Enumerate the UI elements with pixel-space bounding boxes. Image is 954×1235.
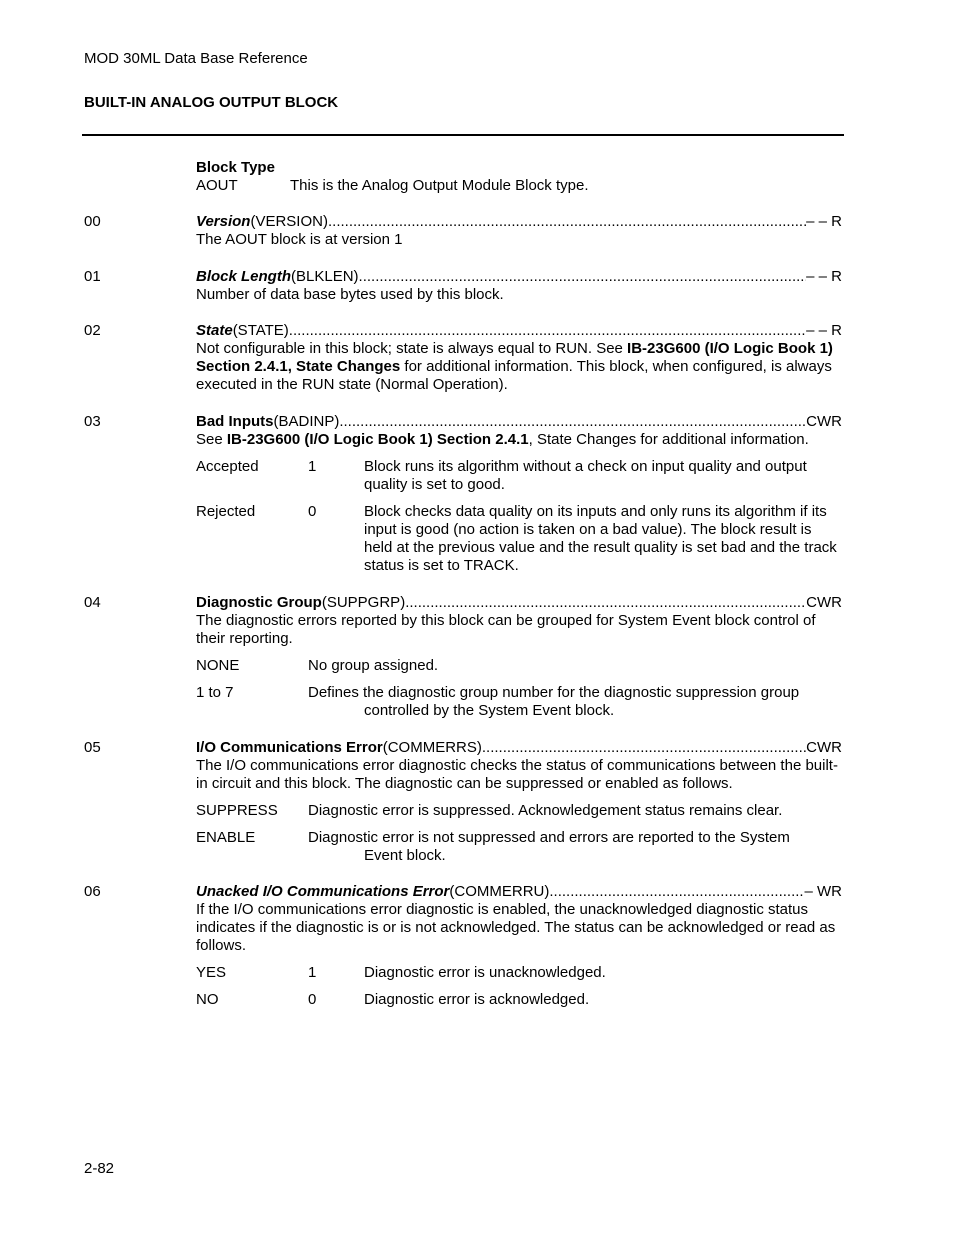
- entry-number: 04: [84, 594, 101, 611]
- option-text: No group assigned.: [308, 657, 439, 674]
- option-row: [196, 684, 842, 720]
- entry-mnemonic: (SUPPGRP): [321, 594, 406, 611]
- entry-name: Block Length: [196, 268, 292, 285]
- entry-access: CWR: [806, 739, 842, 756]
- entry-number: 02: [84, 322, 101, 339]
- entry-access: CWR: [806, 413, 842, 430]
- option-key: YES: [196, 964, 227, 981]
- entry-mnemonic: (COMMERRU): [449, 883, 550, 900]
- entry-name: I/O Communications Error: [196, 739, 383, 756]
- entry-access: – WR: [804, 883, 842, 900]
- option-row: [196, 802, 842, 820]
- option-row: [196, 829, 842, 865]
- entry-access: – – R: [806, 322, 842, 339]
- entry-number: 03: [84, 413, 101, 430]
- option-key: ENABLE: [196, 829, 256, 846]
- page-number: 2-82: [84, 1160, 115, 1177]
- leader-dots: [289, 322, 806, 340]
- reference-link-text: IB-23G600 (I/O Logic Book 1) Section 2.4.1, State Changes: [196, 340, 833, 375]
- block-type-section: [196, 159, 842, 195]
- entry-access: – – R: [806, 213, 842, 230]
- option-value: 1: [308, 964, 317, 981]
- entry-mnemonic: (COMMERRS): [382, 739, 482, 756]
- entry-description: The AOUT block is at version 1: [196, 231, 403, 248]
- entry-number: 00: [84, 213, 101, 230]
- option-list: [196, 458, 842, 575]
- leader-dots: [482, 739, 806, 757]
- entry-access: CWR: [806, 594, 842, 611]
- document-title: MOD 30ML Data Base Reference: [84, 50, 308, 67]
- entry-description: The diagnostic errors reported by this block can be grouped for System Event block control of their reporting.: [196, 612, 816, 647]
- leader-dots: [549, 883, 804, 901]
- entry-description: The I/O communications error diagnostic checks the status of communications between the built-in circuit and this block. The diagnostic can be suppressed or enabled as follows.: [196, 757, 838, 792]
- leader-dots: [405, 594, 806, 612]
- option-row: [196, 458, 842, 494]
- entry-description: [196, 340, 842, 394]
- option-text: Diagnostic error is suppressed. Acknowledgement status remains clear.: [308, 802, 783, 819]
- entry-number: 01: [84, 268, 101, 285]
- option-key: 1 to 7: [196, 684, 234, 701]
- entry-name: Version: [196, 213, 251, 230]
- desc-text: Not configurable in this block; state is always equal to RUN. See: [196, 340, 628, 357]
- entry-bad-inputs: [196, 413, 842, 584]
- option-value: 1: [308, 458, 317, 475]
- entry-state: [196, 322, 842, 394]
- entry-block-length: [196, 268, 842, 304]
- entry-mnemonic: (BLKLEN): [291, 268, 359, 285]
- option-text: Diagnostic error is not suppressed and errors are reported to the System Event block.: [308, 829, 790, 864]
- entry-description: [196, 431, 842, 449]
- option-text: Defines the diagnostic group number for the diagnostic suppression group controlled by the System Event block.: [308, 684, 800, 719]
- block-type-description: This is the Analog Output Module Block type.: [290, 177, 589, 194]
- option-text: Block checks data quality on its inputs and only runs its algorithm if its input is good (no action is taken on a bad value). The block result is held at the previous value and the result quality is set bad and the track status is set to TRACK.: [364, 503, 837, 574]
- option-value: 0: [308, 991, 317, 1008]
- option-value: 0: [308, 503, 317, 520]
- option-list: [196, 964, 842, 1009]
- option-key: Rejected: [196, 503, 256, 520]
- header-rule: [82, 134, 844, 136]
- option-list: [196, 802, 842, 865]
- option-text: Block runs its algorithm without a check on input quality and output quality is set to good.: [364, 458, 807, 493]
- block-type-code: AOUT: [196, 177, 238, 194]
- leader-dots: [359, 268, 807, 286]
- entry-diagnostic-group: [196, 594, 842, 729]
- option-row: [196, 964, 842, 982]
- option-key: NO: [196, 991, 219, 1008]
- desc-text: , State Changes for additional information.: [528, 431, 809, 448]
- option-row: [196, 991, 842, 1009]
- option-text: Diagnostic error is acknowledged.: [364, 991, 590, 1008]
- leader-dots: [328, 213, 806, 231]
- entry-io-communications-error: [196, 739, 842, 874]
- entry-name: State: [196, 322, 233, 339]
- entry-name: Unacked I/O Communications Error: [196, 883, 450, 900]
- entry-description: Number of data base bytes used by this block.: [196, 286, 504, 303]
- option-key: NONE: [196, 657, 240, 674]
- option-row: [196, 503, 842, 575]
- entry-number: 05: [84, 739, 101, 756]
- option-text: Diagnostic error is unacknowledged.: [364, 964, 606, 981]
- leader-dots: [339, 413, 806, 431]
- desc-text: for additional information. This block, when configured, is always executed in the RUN state (Normal Operation).: [196, 358, 832, 393]
- entry-name: Diagnostic Group: [196, 594, 322, 611]
- option-key: Accepted: [196, 458, 259, 475]
- option-row: [196, 657, 842, 675]
- entry-mnemonic: (BADINP): [273, 413, 340, 430]
- desc-text: See: [196, 431, 227, 448]
- entry-name: Bad Inputs: [196, 413, 274, 430]
- entry-access: – – R: [806, 268, 842, 285]
- entry-unacked-io-communications-error: [196, 883, 842, 1018]
- section-title: BUILT-IN ANALOG OUTPUT BLOCK: [84, 94, 339, 111]
- option-key: SUPPRESS: [196, 802, 278, 819]
- entry-mnemonic: (VERSION): [250, 213, 328, 230]
- entry-number: 06: [84, 883, 101, 900]
- option-list: [196, 657, 842, 720]
- entry-mnemonic: (STATE): [232, 322, 289, 339]
- entry-version: [196, 213, 842, 249]
- reference-link-text: IB-23G600 (I/O Logic Book 1) Section 2.4.1: [226, 431, 529, 448]
- block-type-label: Block Type: [196, 159, 275, 176]
- entry-description: If the I/O communications error diagnostic is enabled, the unacknowledged diagnostic status indicates if the diagnostic is or is not acknowledged. The status can be acknowledged or read as follows.: [196, 901, 836, 954]
